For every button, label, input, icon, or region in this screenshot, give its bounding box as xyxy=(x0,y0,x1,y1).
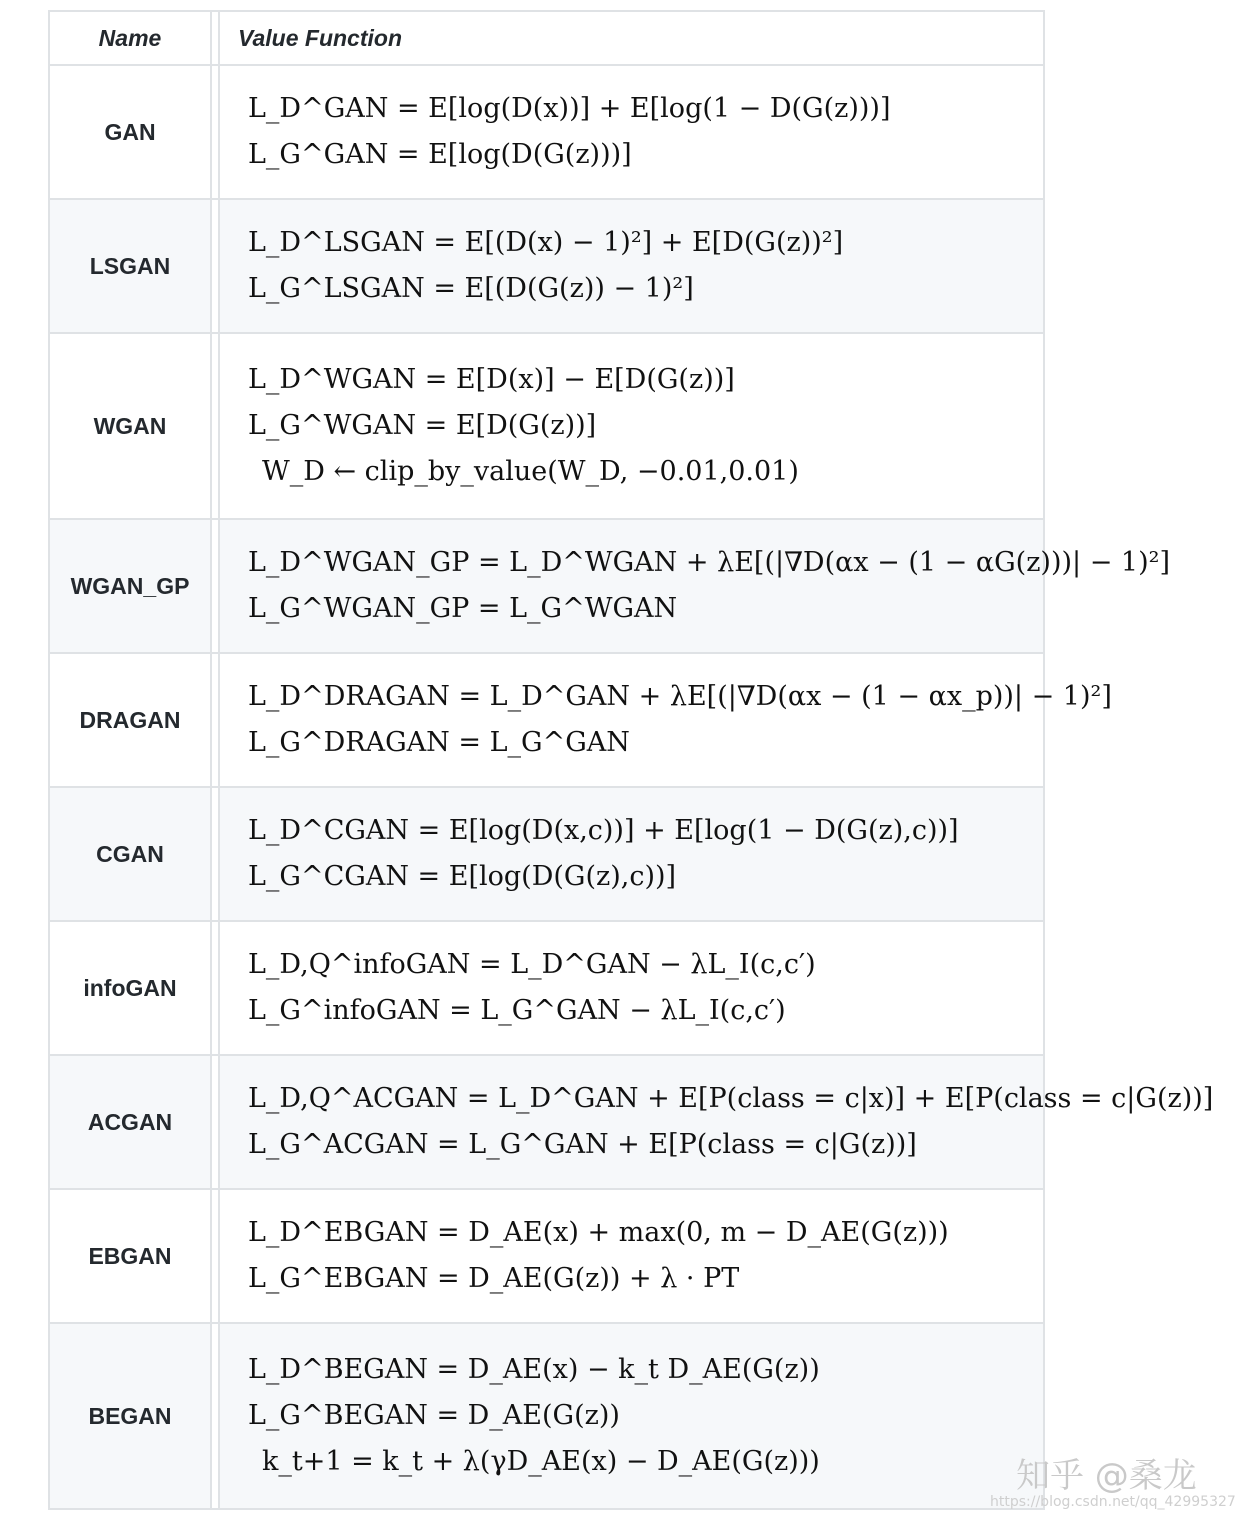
table-row xyxy=(50,518,1170,652)
row-value xyxy=(220,654,1130,786)
equation: L_G^BEGAN = D_AE(G(z)) xyxy=(248,1400,620,1432)
table-row xyxy=(50,64,1043,198)
table-row xyxy=(50,786,1043,920)
equation: L_G^ACGAN = L_G^GAN + E[P(class = c|G(z))] xyxy=(248,1129,917,1160)
row-value xyxy=(220,788,1043,920)
row-value xyxy=(220,66,1043,198)
row-value xyxy=(220,334,1043,518)
equation: L_D^GAN = E[log(D(x))] + E[log(1 − D(G(z)))] xyxy=(248,93,891,125)
table-row xyxy=(50,652,1112,786)
equation: L_G^WGAN_GP = L_G^WGAN xyxy=(248,593,678,624)
row-value xyxy=(220,1324,1043,1508)
row-name: CGAN xyxy=(96,840,164,867)
equation: L_D^DRAGAN = L_D^GAN + λE[(|∇D(αx − (1 − αx_p))| − 1)²] xyxy=(248,681,1112,713)
equation: L_G^DRAGAN = L_G^GAN xyxy=(248,727,630,758)
equation: L_G^infoGAN = L_G^GAN − λL_I(c,c′) xyxy=(248,995,786,1026)
row-value xyxy=(220,922,1043,1054)
equation: L_G^WGAN = E[D(G(z))] xyxy=(248,410,597,442)
table-row xyxy=(50,198,1043,332)
row-value xyxy=(220,520,1188,652)
row-name: DRAGAN xyxy=(79,706,181,733)
table-row xyxy=(50,1322,1043,1508)
equation: L_D,Q^ACGAN = L_D^GAN + E[P(class = c|x)] + E[P(class = c|G(z))] xyxy=(248,1083,1214,1115)
row-name: ACGAN xyxy=(87,1108,173,1135)
table-row xyxy=(50,1054,1214,1188)
row-name: LSGAN xyxy=(89,252,171,279)
row-value xyxy=(220,200,1043,332)
row-name: BEGAN xyxy=(88,1402,172,1429)
row-name: EBGAN xyxy=(88,1242,172,1269)
equation: L_D^WGAN_GP = L_D^WGAN + λE[(|∇D(αx − (1 − αG(z)))| − 1)²] xyxy=(248,547,1170,579)
table-header-row xyxy=(50,12,1043,64)
table-row xyxy=(50,332,1043,518)
equation: L_G^EBGAN = D_AE(G(z)) + λ · PT xyxy=(248,1263,740,1294)
equation: L_G^GAN = E[log(D(G(z)))] xyxy=(248,139,632,170)
header-value-function: Value Function xyxy=(238,24,402,51)
watermark-url: https://blog.csdn.net/qq_42995327 xyxy=(990,1494,1236,1510)
row-name: infoGAN xyxy=(83,974,177,1001)
row-name: WGAN_GP xyxy=(70,572,190,599)
equation: L_G^CGAN = E[log(D(G(z),c))] xyxy=(248,861,677,892)
equation: L_D,Q^infoGAN = L_D^GAN − λL_I(c,c′) xyxy=(248,949,816,981)
row-name: WGAN xyxy=(93,412,167,439)
row-value xyxy=(220,1056,1231,1188)
header-name: Name xyxy=(98,24,162,51)
equation: L_G^LSGAN = E[(D(G(z)) − 1)²] xyxy=(248,273,694,304)
equation: W_D ← clip_by_value(W_D, −0.01,0.01) xyxy=(262,455,799,487)
equation: L_D^CGAN = E[log(D(x,c))] + E[log(1 − D(G(z),c))] xyxy=(248,815,959,847)
row-name: GAN xyxy=(104,118,156,145)
watermark-main: 知乎 @桑龙 xyxy=(1016,1456,1197,1496)
row-value xyxy=(220,1190,1043,1322)
equation: L_D^EBGAN = D_AE(x) + max(0, m − D_AE(G(z))) xyxy=(248,1217,949,1249)
equation: k_t+1 = k_t + λ(γD_AE(x) − D_AE(G(z))) xyxy=(262,1445,820,1477)
table-row xyxy=(50,920,1043,1054)
equation: L_D^LSGAN = E[(D(x) − 1)²] + E[D(G(z))²] xyxy=(248,227,844,259)
equation: L_D^BEGAN = D_AE(x) − k_t D_AE(G(z)) xyxy=(248,1354,820,1386)
table-row xyxy=(50,1188,1043,1322)
equation: L_D^WGAN = E[D(x)] − E[D(G(z))] xyxy=(248,364,735,396)
